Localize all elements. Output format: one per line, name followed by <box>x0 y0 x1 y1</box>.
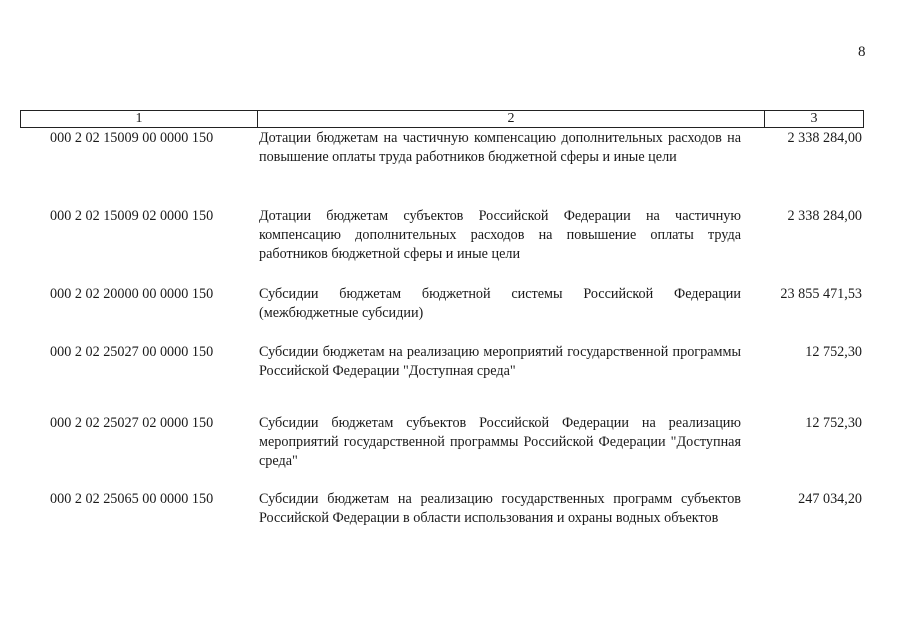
row-code: 000 2 02 25065 00 0000 150 <box>50 491 214 507</box>
row-amount: 23 855 471,53 <box>780 286 862 302</box>
header-cell-2: 2 <box>258 111 765 127</box>
row-code: 000 2 02 15009 00 0000 150 <box>50 130 214 146</box>
header-cell-3: 3 <box>810 111 818 126</box>
row-amount: 12 752,30 <box>805 344 862 360</box>
row-description: Субсидии бюджетам на реализацию мероприятий государственной программы Российской Федерации "Доступная среда" <box>259 344 741 379</box>
row-code: 000 2 02 20000 00 0000 150 <box>50 286 214 302</box>
row-description: Дотации бюджетам субъектов Российской Федерации на частичную компенсацию дополнительных расходов на повышение оплаты труда работников бюджетной сферы и иные цели <box>259 208 741 262</box>
row-code: 000 2 02 25027 00 0000 150 <box>50 344 214 360</box>
row-description: Дотации бюджетам на частичную компенсацию дополнительных расходов на повышение оплаты труда работников бюджетной сферы и иные цели <box>259 130 741 165</box>
row-description: Субсидии бюджетам бюджетной системы Российской Федерации (межбюджетные субсидии) <box>259 286 741 321</box>
row-code: 000 2 02 15009 02 0000 150 <box>50 208 214 224</box>
row-amount: 2 338 284,00 <box>787 208 862 224</box>
row-description: Субсидии бюджетам на реализацию государственных программ субъектов Российской Федерации в области использования и охраны водных объектов <box>259 491 741 526</box>
header-cell-1: 1 <box>21 111 258 127</box>
row-description: Субсидии бюджетам субъектов Российской Федерации на реализацию мероприятий государственной программы Российской Федерации "Доступная среда" <box>259 415 741 469</box>
row-amount: 12 752,30 <box>805 415 862 431</box>
row-amount: 2 338 284,00 <box>787 130 862 146</box>
table-header-row <box>20 110 864 128</box>
page-number: 8 <box>858 44 866 60</box>
row-code: 000 2 02 25027 02 0000 150 <box>50 415 214 431</box>
row-amount: 247 034,20 <box>798 491 862 507</box>
